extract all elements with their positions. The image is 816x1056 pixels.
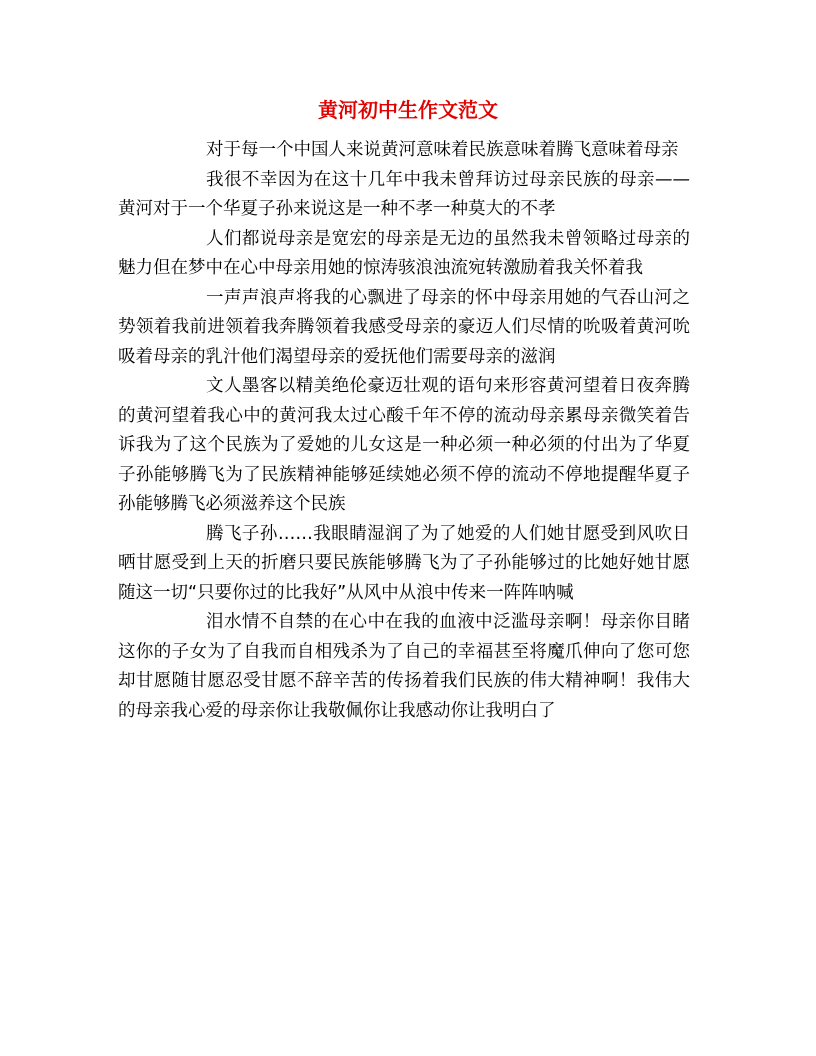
paragraph-7: 泪水情不自禁的在心中在我的血液中泛滥母亲啊！母亲你目睹这你的子女为了自我而自相残杀为了自己的幸福甚至将魔爪伸向了您可您却甘愿随甘愿忍受甘愿不辞辛苦的传扬着我们民族的伟大精神啊！我伟大的母亲我心爱的母亲你让我敬佩你让我感动你让我明白了 — [118, 612, 690, 721]
document-body — [118, 136, 690, 726]
paragraph-4: 一声声浪声将我的心飘进了母亲的怀中母亲用她的气吞山河之势领着我前进领着我奔腾领着我感受母亲的豪迈人们尽情的吮吸着黄河吮吸着母亲的乳汁他们渴望母亲的爱抚他们需要母亲的滋润 — [118, 287, 690, 367]
paragraph-1: 对于每一个中国人来说黄河意味着民族意味着腾飞意味着母亲 — [206, 140, 679, 160]
paragraph-3: 人们都说母亲是宽宏的母亲是无边的虽然我未曾领略过母亲的魅力但在梦中在心中母亲用她的惊涛骇浪浊流宛转激励着我关怀着我 — [118, 228, 690, 278]
paragraph-2: 我很不幸因为在这十几年中我未曾拜访过母亲民族的母亲——黄河对于一个华夏子孙来说这是一种不孝一种莫大的不孝 — [118, 169, 690, 219]
document-title: 黄河初中生作文范文 — [318, 98, 498, 122]
paragraph-6: 腾飞子孙……我眼睛湿润了为了她爱的人们她甘愿受到风吹日晒甘愿受到上天的折磨只要民族能够腾飞为了子孙能够过的比她好她甘愿随这一切“只要你过的比我好”从风中从浪中传来一阵阵呐喊 — [118, 523, 690, 603]
paragraph-5: 文人墨客以精美绝伦豪迈壮观的语句来形容黄河望着日夜奔腾的黄河望着我心中的黄河我太过心酸千年不停的流动母亲累母亲微笑着告诉我为了这个民族为了爱她的儿女这是一种必须一种必须的付出为了华夏子孙能够腾飞为了民族精神能够延续她必须不停的流动不停地提醒华夏子孙能够腾飞必须滋养这个民族 — [118, 376, 690, 514]
